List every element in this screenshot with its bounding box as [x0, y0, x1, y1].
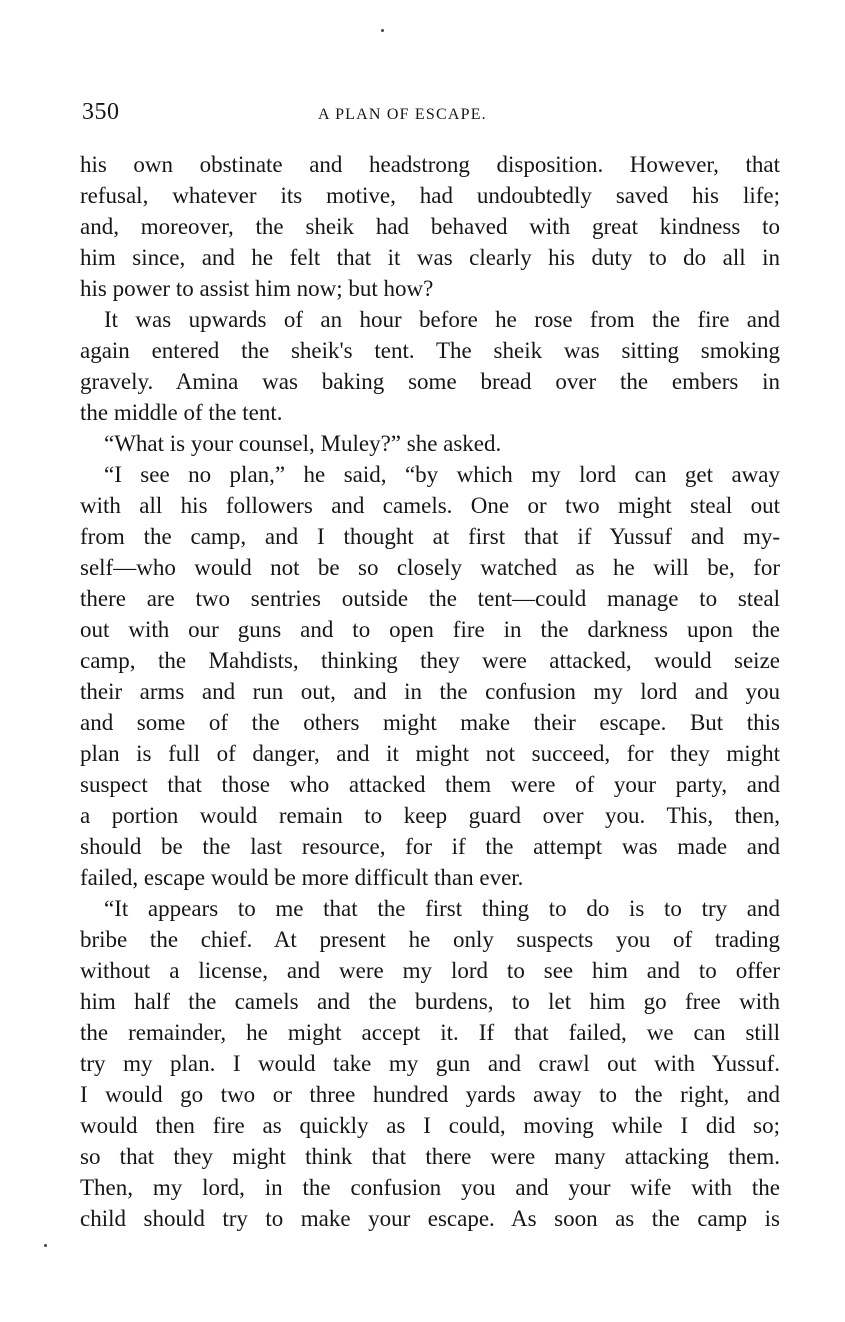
running-title: A PLAN OF ESCAPE. — [318, 106, 487, 123]
text-line: self—who would not be so closely watched as he will be, for — [80, 555, 780, 580]
page-header — [82, 99, 782, 133]
text-line: without a license, and were my lord to see him and to offer — [80, 958, 780, 983]
ink-speck — [44, 1244, 47, 1247]
text-line: bribe the chief. At present he only suspects you of trading — [80, 927, 780, 952]
text-line: him since, and he felt that it was clearly his duty to do all in — [80, 245, 780, 270]
text-line: and, moreover, the sheik had behaved with great kindness to — [80, 214, 780, 239]
text-line: so that they might think that there were many attacking them. — [80, 1144, 780, 1169]
text-line: and some of the others might make their escape. But this — [80, 710, 780, 735]
text-line: out with our guns and to open fire in the darkness upon the — [80, 617, 780, 642]
text-line: would then fire as quickly as I could, moving while I did so; — [80, 1113, 780, 1138]
text-line: It was upwards of an hour before he rose from the fire and — [104, 307, 780, 332]
text-line: “I see no plan,” he said, “by which my lord can get away — [104, 462, 780, 487]
text-line: again entered the sheik's tent. The sheik was sitting smoking — [80, 338, 780, 363]
text-line: their arms and run out, and in the confusion my lord and you — [80, 679, 780, 704]
text-line: suspect that those who attacked them were of your party, and — [80, 772, 780, 797]
text-line: Then, my lord, in the confusion you and your wife with the — [80, 1175, 780, 1200]
ink-speck — [381, 29, 384, 32]
text-line: try my plan. I would take my gun and crawl out with Yussuf. — [80, 1051, 780, 1076]
text-line: camp, the Mahdists, thinking they were attacked, would seize — [80, 648, 780, 673]
text-line: should be the last resource, for if the attempt was made and — [80, 834, 780, 859]
text-line: the middle of the tent. — [80, 400, 283, 425]
text-line: plan is full of danger, and it might not succeed, for they might — [80, 741, 780, 766]
text-line: a portion would remain to keep guard over you. This, then, — [80, 803, 780, 828]
text-line: him half the camels and the burdens, to let him go free with — [80, 989, 780, 1014]
text-line: his own obstinate and headstrong disposition. However, that — [80, 152, 780, 177]
page-number: 350 — [82, 99, 120, 125]
text-line: from the camp, and I thought at first that if Yussuf and my- — [80, 524, 780, 549]
text-line: there are two sentries outside the tent—could manage to steal — [80, 586, 780, 611]
text-line: refusal, whatever its motive, had undoubtedly saved his life; — [80, 183, 780, 208]
text-line: the remainder, he might accept it. If that failed, we can still — [80, 1020, 780, 1045]
text-line: child should try to make your escape. As soon as the camp is — [80, 1206, 780, 1231]
text-line: failed, escape would be more difficult than ever. — [80, 865, 524, 890]
text-line: gravely. Amina was baking some bread over the embers in — [80, 369, 780, 394]
text-line: with all his followers and camels. One or two might steal out — [80, 493, 780, 518]
text-line: his power to assist him now; but how? — [80, 276, 434, 301]
text-line: “It appears to me that the first thing to do is to try and — [104, 896, 780, 921]
text-line: I would go two or three hundred yards away to the right, and — [80, 1082, 780, 1107]
body-text — [80, 149, 780, 1234]
text-line: “What is your counsel, Muley?” she asked. — [104, 431, 502, 456]
